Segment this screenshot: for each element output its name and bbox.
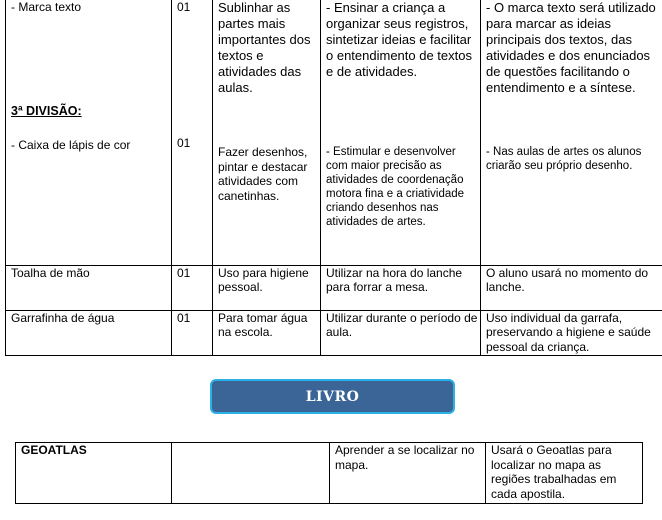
item-marca-texto: - Marca texto [11, 0, 82, 14]
desc-garrafinha: Para tomar água na escola. [213, 310, 321, 355]
qty-cell [172, 0, 213, 265]
book-table [15, 442, 643, 504]
item-toalha: Toalha de mão [6, 265, 172, 310]
table-row [16, 443, 643, 504]
item-geoatlas: GEOATLAS [16, 443, 172, 504]
livro-banner [210, 379, 455, 414]
table-row [6, 265, 662, 310]
item-cell [6, 0, 172, 265]
table-row [6, 310, 662, 355]
usage-geoatlas: Usará o Geoatlas para localizar no mapa as regiões trabalhadas em cada apostila. [486, 443, 643, 504]
qty-marca-texto: 01 [177, 0, 191, 14]
desc-marca-texto: Sublinhar as partes mais importantes dos textos e atividades das aulas. [218, 0, 311, 95]
objective-garrafinha: Utilizar durante o período de aula. [321, 310, 481, 355]
materials-table [5, 0, 662, 356]
qty-toalha: 01 [172, 265, 213, 310]
objective-caixa-lapis: - Estimular e desenvolver com maior precisão as atividades de coordenação motora fina e a criatividade criando desenhos nas atividades de artes. [326, 146, 465, 228]
usage-caixa-lapis: - Nas aulas de artes os alunos criarão seu próprio desenho. [486, 146, 642, 172]
item-caixa-lapis: - Caixa de lápis de cor [11, 138, 131, 152]
division-heading: 3ª DIVISÃO: [11, 104, 82, 118]
desc-caixa-lapis: Fazer desenhos, pintar e destacar atividades com canetinhas. [218, 145, 308, 203]
livro-banner-label: LIVRO [305, 388, 360, 405]
usage-marca-texto: - O marca texto será utilizado para marcar as ideias principais dos textos, das atividades e dos enunciados de questões facilitando o entendimento e a síntese. [486, 0, 656, 95]
qty-garrafinha: 01 [172, 310, 213, 355]
qty-geoatlas [172, 443, 330, 504]
objective-marca-texto: - Ensinar a criança a organizar seus registros, sintetizar ideias e facilitar o entendimento de textos e de atividades. [326, 0, 472, 79]
objective-cell [321, 0, 481, 265]
desc-cell [213, 0, 321, 265]
usage-garrafinha: Uso individual da garrafa, preservando a higiene e saúde pessoal da criança. [481, 310, 662, 355]
usage-toalha: O aluno usará no momento do lanche. [481, 265, 662, 310]
item-garrafinha: Garrafinha de água [6, 310, 172, 355]
usage-cell [481, 0, 662, 265]
desc-toalha: Uso para higiene pessoal. [213, 265, 321, 310]
objective-toalha: Utilizar na hora do lanche para forrar a mesa. [321, 265, 481, 310]
qty-caixa-lapis: 01 [177, 136, 191, 150]
objective-geoatlas: Aprender a se localizar no mapa. [330, 443, 486, 504]
